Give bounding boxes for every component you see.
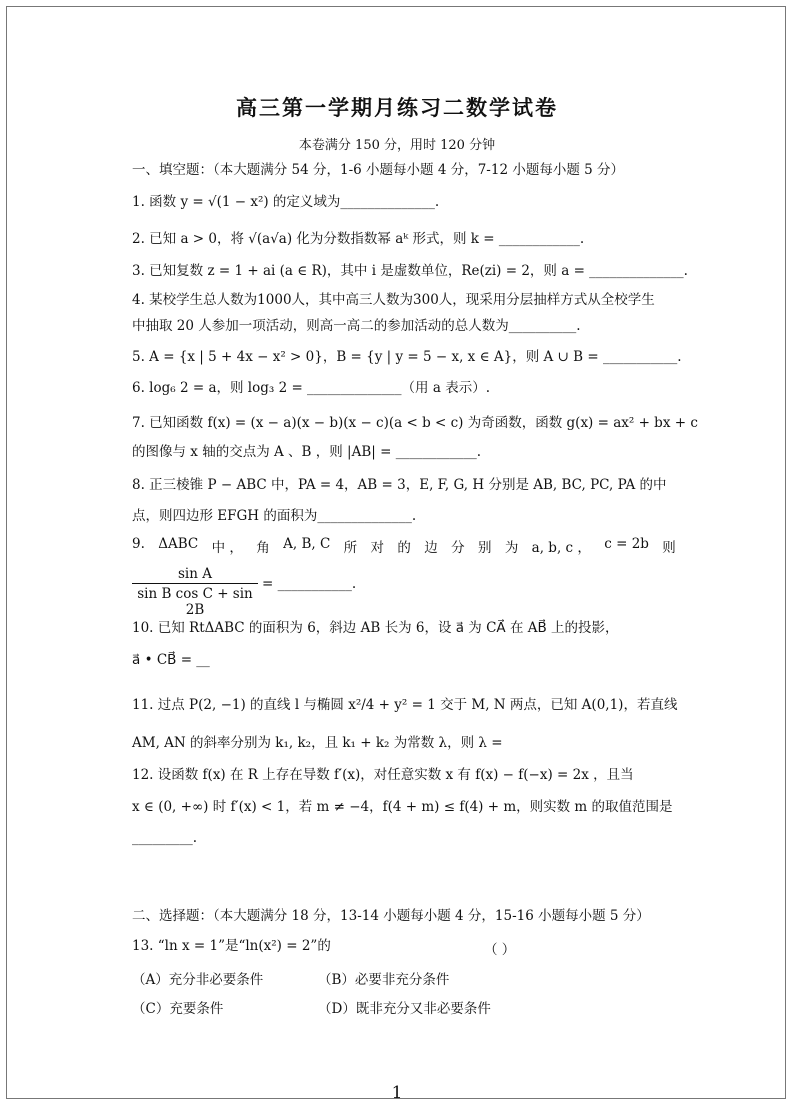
section1-header: 一、填空题：（本大题满分 54 分，1-6 小题每小题 4 分，7-12 小题每小题 5 分） [132,162,625,178]
q9-numerator: sin A [132,566,258,584]
q9-part: 分 [451,540,465,556]
option-d: （D）既非充分又非必要条件 [318,1001,491,1017]
q9-denominator: sin B cos C + sin 2B [137,586,253,618]
question-10-line2: a⃗ • CB⃗ = __ [132,652,210,668]
question-12-line1: 12. 设函数 f(x) 在 R 上存在导数 f′(x)，对任意实数 x 有 f(x) − f(−x) = 2x ，且当 [132,767,634,783]
question-4-line1: 4. 某校学生总人数为1000人，其中高三人数为300人，现采用分层抽样方式从全校学生 [132,292,655,308]
q9-part: 对 [370,540,385,556]
question-8-line1: 8. 正三棱锥 P − ABC 中，PA = 4，AB = 3，E, F, G, H 分别是 AB, BC, PC, PA 的中 [132,477,667,493]
question-5: 5. A = {x | 5 + 4x − x² > 0}，B = {y | y = 5 − x, x ∈ A}，则 A ∪ B = ___________. [132,349,682,365]
question-11-line1: 11. 过点 P(2, −1) 的直线 l 与椭圆 x²/4 + y² = 1 交于 M, N 两点，已知 A(0,1)，若直线 [132,697,678,713]
q9-part: 角 [256,540,270,556]
question-13: 13. “ln x = 1”是“ln(x²) = 2”的 [132,938,331,954]
q9-part: 为 [504,540,519,556]
q9-part: A, B, C [283,536,331,552]
question-1: 1. 函数 y = √(1 − x²) 的定义域为______________. [132,194,440,210]
q9-part: 所 [343,540,358,556]
q9-part: 9. [132,536,145,552]
q9-part: 边 [424,540,438,556]
answer-bracket: （ ） [484,942,516,958]
question-9-answer-blank: = ___________. [262,576,357,592]
section2-header: 二、选择题：（本大题满分 18 分，13-14 小题每小题 4 分，15-16 小题每小题 5 分） [132,908,650,924]
question-2: 2. 已知 a > 0，将 √(a√a) 化为分数指数幂 aᵏ 形式，则 k = ____________. [132,231,585,247]
q9-part: a, b, c ， [531,540,591,556]
page-number: 1 [391,1083,403,1103]
option-b: （B）必要非充分条件 [318,972,450,988]
question-12-line3: _________. [132,830,198,846]
question-12-line2: x ∈ (0, +∞) 时 f′(x) < 1，若 m ≠ −4，f(4 + m) ≤ f(4) + m，则实数 m 的取值范围是 [132,799,673,815]
question-7-line1: 7. 已知函数 f(x) = (x − a)(x − b)(x − c)(a < b < c) 为奇函数，函数 g(x) = ax² + bx + c [132,415,698,431]
option-c: （C）充要条件 [132,1001,224,1017]
question-3: 3. 已知复数 z = 1 + ai (a ∈ R)，其中 i 是虚数单位，Re(zi) = 2，则 a = ______________. [132,263,688,279]
question-6: 6. log₆ 2 = a，则 log₃ 2 = ______________（用 a 表示）. [132,380,490,396]
q9-part: 别 [477,540,492,556]
question-10-line1: 10. 已知 RtΔABC 的面积为 6，斜边 AB 长为 6，设 a⃗ 为 CA⃗ 在 AB⃗ 上的投影， [132,620,619,636]
q9-part: 的 [397,540,411,556]
question-4-line2: 中抽取 20 人参加一项活动，则高一高二的参加活动的总人数为__________. [132,318,581,334]
q9-part: c = 2b [604,536,649,552]
question-11-line2: AM, AN 的斜率分别为 k₁, k₂，且 k₁ + k₂ 为常数 λ，则 λ = [132,735,503,751]
q9-part: ΔABC [158,536,199,552]
q9-part: 则 [662,540,676,556]
question-9-fraction [132,566,258,618]
question-9-line1 [132,536,676,556]
option-a: （A）充分非必要条件 [132,972,264,988]
question-7-line2: 的图像与 x 轴的交点为 A 、B ，则 |AB| = ____________. [132,444,481,460]
exam-title: 高三第一学期月练习二数学试卷 [236,96,558,120]
question-8-line2: 点，则四边形 EFGH 的面积为______________. [132,508,417,524]
q9-part: 中 ， [211,540,243,556]
exam-subtitle: 本卷满分 150 分，用时 120 分钟 [298,138,496,153]
